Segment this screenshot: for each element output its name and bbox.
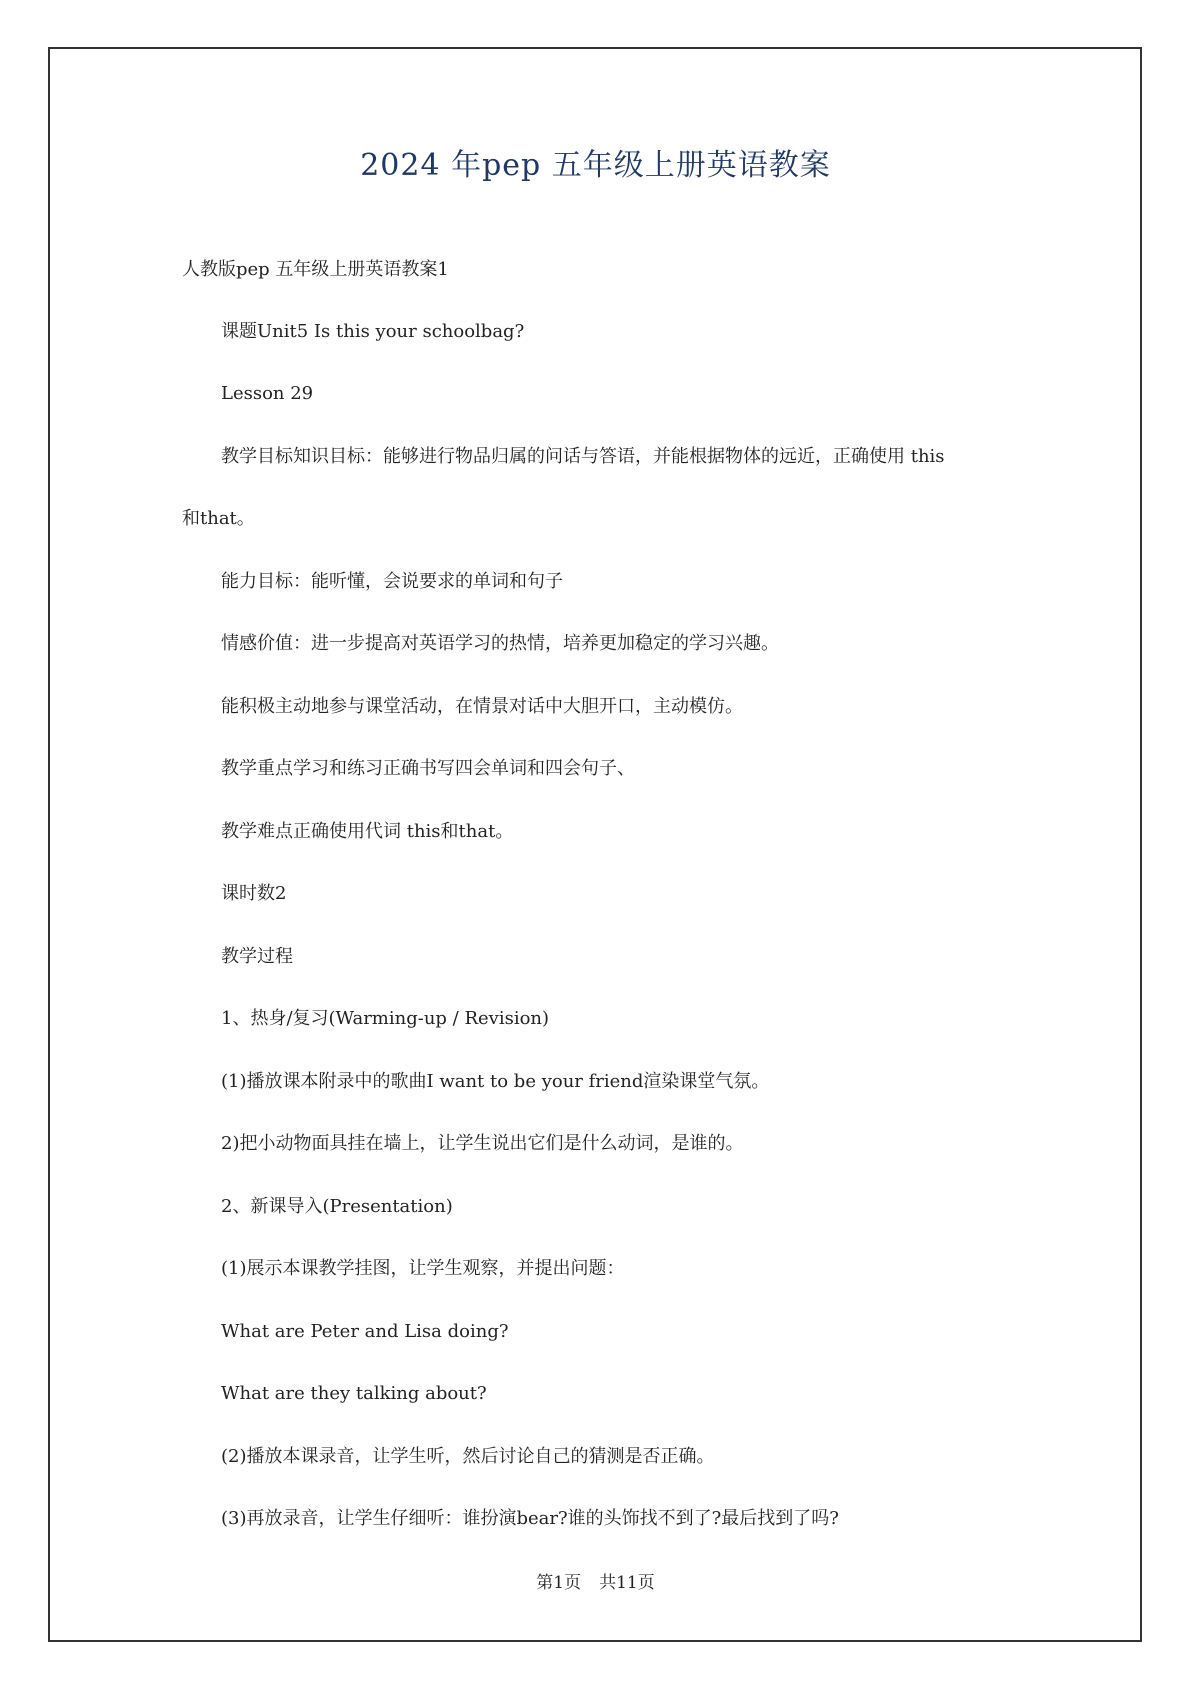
teaching-difficulty: 教学难点正确使用代词 this和that。 <box>221 821 514 842</box>
document-title: 2024 年pep 五年级上册英语教案 <box>360 148 831 183</box>
lesson-number: Lesson 29 <box>221 383 314 404</box>
step-warmup-song: (1)播放课本附录中的歌曲I want to be your friend渲染课堂气氛。 <box>221 1071 770 1092</box>
question-line: What are they talking about? <box>221 1383 487 1404</box>
emotion-goal: 情感价值：进一步提高对英语学习的热情，培养更加稳定的学习兴趣。 <box>221 633 779 654</box>
step-listen-recording: (2)播放本课录音，让学生听，然后讨论自己的猜测是否正确。 <box>221 1446 715 1467</box>
page-total: 共11页 <box>599 1573 655 1593</box>
step-presentation-heading: 2、新课导入(Presentation) <box>221 1196 453 1217</box>
knowledge-goal: 教学目标知识目标：能够进行物品归属的问话与答语，并能根据物体的远近，正确使用 this <box>221 446 945 467</box>
participation-goal: 能积极主动地参与课堂活动，在情景对话中大胆开口，主动模仿。 <box>221 696 743 717</box>
teaching-process-heading: 教学过程 <box>221 946 293 967</box>
step-warmup-masks: 2)把小动物面具挂在墙上，让学生说出它们是什么动词，是谁的。 <box>221 1133 744 1154</box>
page-footer <box>0 1568 1191 1593</box>
step-listen-again: (3)再放录音，让学生仔细听：谁扮演bear?谁的头饰找不到了?最后找到了吗? <box>221 1508 839 1529</box>
section-heading: 人教版pep 五年级上册英语教案1 <box>182 259 449 280</box>
class-hours: 课时数2 <box>221 883 287 904</box>
ability-goal: 能力目标：能听懂，会说要求的单词和句子 <box>221 571 563 592</box>
step-presentation-picture: (1)展示本课教学挂图，让学生观察，并提出问题： <box>221 1258 625 1279</box>
knowledge-goal-continued: 和that。 <box>182 508 255 529</box>
page-number: 第1页 <box>536 1573 582 1593</box>
lesson-topic: 课题Unit5 Is this your schoolbag? <box>221 321 525 342</box>
page-border <box>48 47 1142 1642</box>
teaching-key-point: 教学重点学习和练习正确书写四会单词和四会句子、 <box>221 758 635 779</box>
question-line: What are Peter and Lisa doing? <box>221 1321 509 1342</box>
step-warmup-heading: 1、热身/复习(Warming-up / Revision) <box>221 1008 550 1029</box>
